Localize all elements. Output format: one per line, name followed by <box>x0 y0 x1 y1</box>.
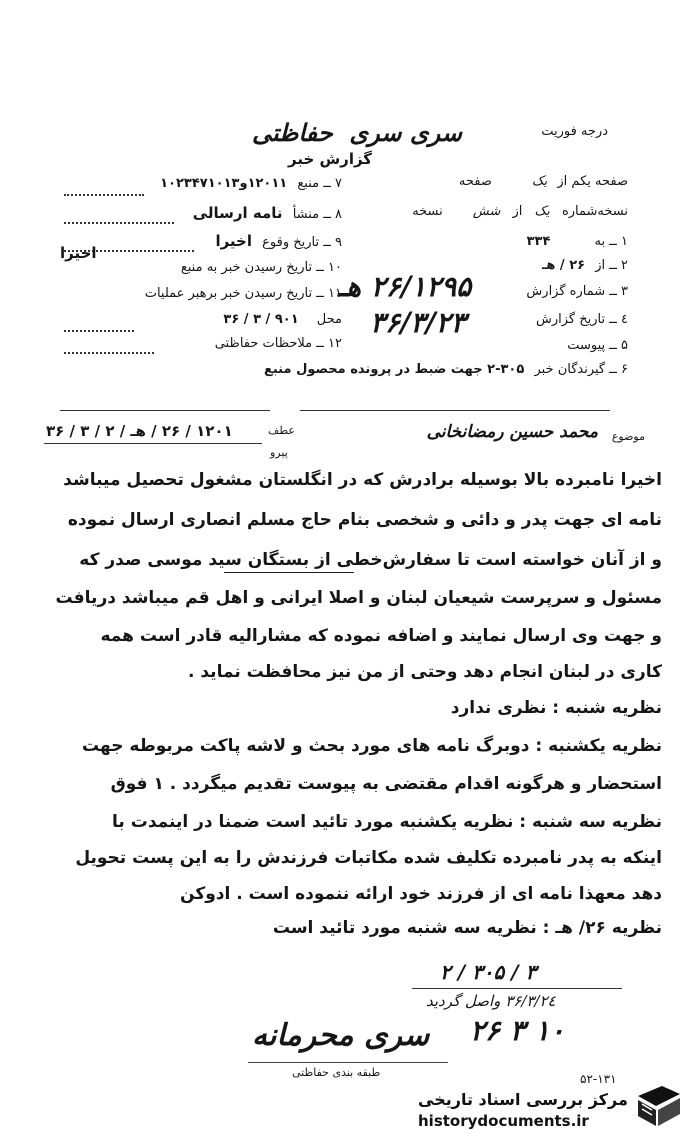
copy-number-middle: از <box>512 204 523 219</box>
recipients-value: ۳۰۵-۲ جهت ضبط در پرونده محصول منبع <box>264 362 525 377</box>
handwritten-note-underline <box>412 988 622 989</box>
ref-underline <box>44 443 262 444</box>
ref-label: عطف <box>268 424 295 437</box>
body-line: کاری در لبنان انجام دهد وحتی از من نیز محافظت نماید . <box>187 662 662 682</box>
ref-value: ۱۲۰۱ / ۲۶ / هـ / ۲ / ۳ / ۳۶ <box>46 422 233 440</box>
report-date-label: ٤ ــ تاریخ گزارش <box>536 312 628 327</box>
body-line: استحضار و هرگونه اقدام مقتضی به پیوست تقدیم میگردد . ۱ فوق <box>110 774 662 794</box>
source-received-value: اخیرا <box>60 244 97 262</box>
page-count-suffix: صفحه <box>458 174 492 189</box>
to-label: ۱ ــ به <box>594 234 628 249</box>
subject-label: موضوع <box>611 430 645 443</box>
report-number-label: ۳ ــ شماره گزارش <box>526 284 628 299</box>
location-label: محل <box>316 312 342 327</box>
copy-number-row <box>368 204 628 219</box>
report-number-value: ۲۶/۱۲۹۵ هـ <box>338 270 472 303</box>
handwritten-note: ۳۶/۳/۲٤ واصل گردید <box>426 992 556 1010</box>
dotted-line <box>64 222 174 224</box>
origin-label: ۸ ــ منشأ <box>292 207 342 222</box>
urgency-label: درجه فوریت <box>541 124 608 139</box>
page-count-label: صفحه یکم از <box>557 174 628 189</box>
body-line: نظریه یکشنبه : دوبرگ نامه های مورد بحث و لاشه پاکت مربوطه جهت <box>82 736 662 756</box>
occurrence-label: ۹ ــ تاریخ وقوع <box>262 235 342 250</box>
copy-number-value: یک <box>534 204 550 219</box>
body-line: و جهت وی ارسال نمایند و اضافه نموده که مشارالیه قادر است همه <box>100 626 662 646</box>
page-count-value: یک <box>532 174 548 189</box>
report-title: گزارش خبر <box>288 150 373 168</box>
footer-rule <box>248 1062 448 1063</box>
dotted-line <box>64 194 144 196</box>
body-line: نامه ای جهت پدر و دائی و شخصی بنام حاج مسلم انصاری ارسال نموده <box>67 510 662 530</box>
subject-top-rule <box>60 410 270 411</box>
follow-label: پیرو <box>270 446 288 459</box>
copy-number-label: نسخه‌شماره <box>561 204 628 219</box>
body-line: و از آنان خواسته است تا سفارش‌خطی از بستگان سید موسی صدر که <box>79 550 662 570</box>
report-date-value: ۳۶/۳/۲۳ <box>370 306 466 339</box>
handwritten-note: ۱۰ ۳ ۲۶ <box>470 1014 565 1047</box>
to-value: ۳۳۴ <box>526 234 551 249</box>
body-line: نظریه شنبه : نظری ندارد <box>450 698 662 718</box>
from-value: ۲۶ / هـ <box>541 258 586 273</box>
page-count-row <box>388 174 628 189</box>
body-line: مسئول و سرپرست شیعیان لبنان و اصلا ایرانی و اهل قم میباشد دریافت <box>55 588 662 608</box>
origin-value: نامه ارسالی <box>192 204 283 222</box>
classification-footer-label: طبقه بندی حفاظتی <box>292 1066 381 1079</box>
from-row <box>542 258 628 273</box>
attachment-label: ۵ ــ پیوست <box>567 338 628 353</box>
watermark-title: مرکز بررسی اسناد تاریخی <box>418 1090 628 1109</box>
dotted-line <box>64 330 134 332</box>
from-label: ۲ ــ از <box>595 258 628 273</box>
form-number: ۵۲-۱۳۱ <box>580 1072 617 1086</box>
location-row <box>223 312 342 327</box>
body-line: نظریه ۲۶/ هـ : نظریه سه شنبه مورد تائید است <box>272 918 662 938</box>
occurrence-value: اخیرا <box>215 232 253 250</box>
book-logo-icon <box>634 1084 684 1128</box>
classification-stamp: سری سری ‌ حفاظتی <box>252 118 462 147</box>
operator-received-label: ۱۱ ــ تاریخ رسیدن خبر برهبر عملیات <box>144 286 342 301</box>
location-value: ۹۰۱ / ۳ / ۳۶ <box>223 312 299 327</box>
source-label: ۷ ــ منبع <box>297 176 342 191</box>
source-row <box>160 176 342 191</box>
handwritten-note: ۳ / ۳۰۵ / ۲ <box>440 960 537 984</box>
body-line: اینکه به پدر نامبرده تکلیف شده مکاتبات فرزندش را به این پست تحویل <box>75 848 662 868</box>
security-notes-label: ۱۲ ــ ملاحظات حفاظتی <box>214 336 342 351</box>
origin-row <box>193 204 342 222</box>
bottom-classification-stamp: سری محرمانه <box>252 1018 430 1053</box>
subject-value: محمد حسین رمضانخانی <box>426 422 598 442</box>
copy-number-suffix: نسخه <box>412 204 443 219</box>
source-value: ۱۲۰۱۱و۱۰۲۳۴۷۱۰۱۳ <box>160 176 288 191</box>
copy-number-total: شش <box>472 204 501 219</box>
body-line: دهد معهذا نامه ای از فرزند خود ارائه ننموده است . ادوکن <box>180 884 662 904</box>
body-line: نظریه سه شنبه : نظریه یکشنبه مورد تائید است ضمنا در اینمدت با <box>112 812 662 832</box>
recipients-row <box>264 362 628 377</box>
watermark-url: historydocuments.ir <box>418 1112 589 1130</box>
dotted-line <box>64 352 154 354</box>
source-received-label: ۱۰ ــ تاریخ رسیدن خبر به منبع <box>180 260 342 275</box>
subject-top-rule-right <box>300 410 610 411</box>
name-underline <box>224 572 354 573</box>
recipients-label: ۶ ــ گیرندگان خبر <box>534 362 628 377</box>
to-row <box>527 234 628 249</box>
body-line: اخیرا نامبرده بالا بوسیله برادرش که در انگلستان مشغول تحصیل میباشد <box>63 470 662 490</box>
occurrence-row <box>215 232 342 250</box>
